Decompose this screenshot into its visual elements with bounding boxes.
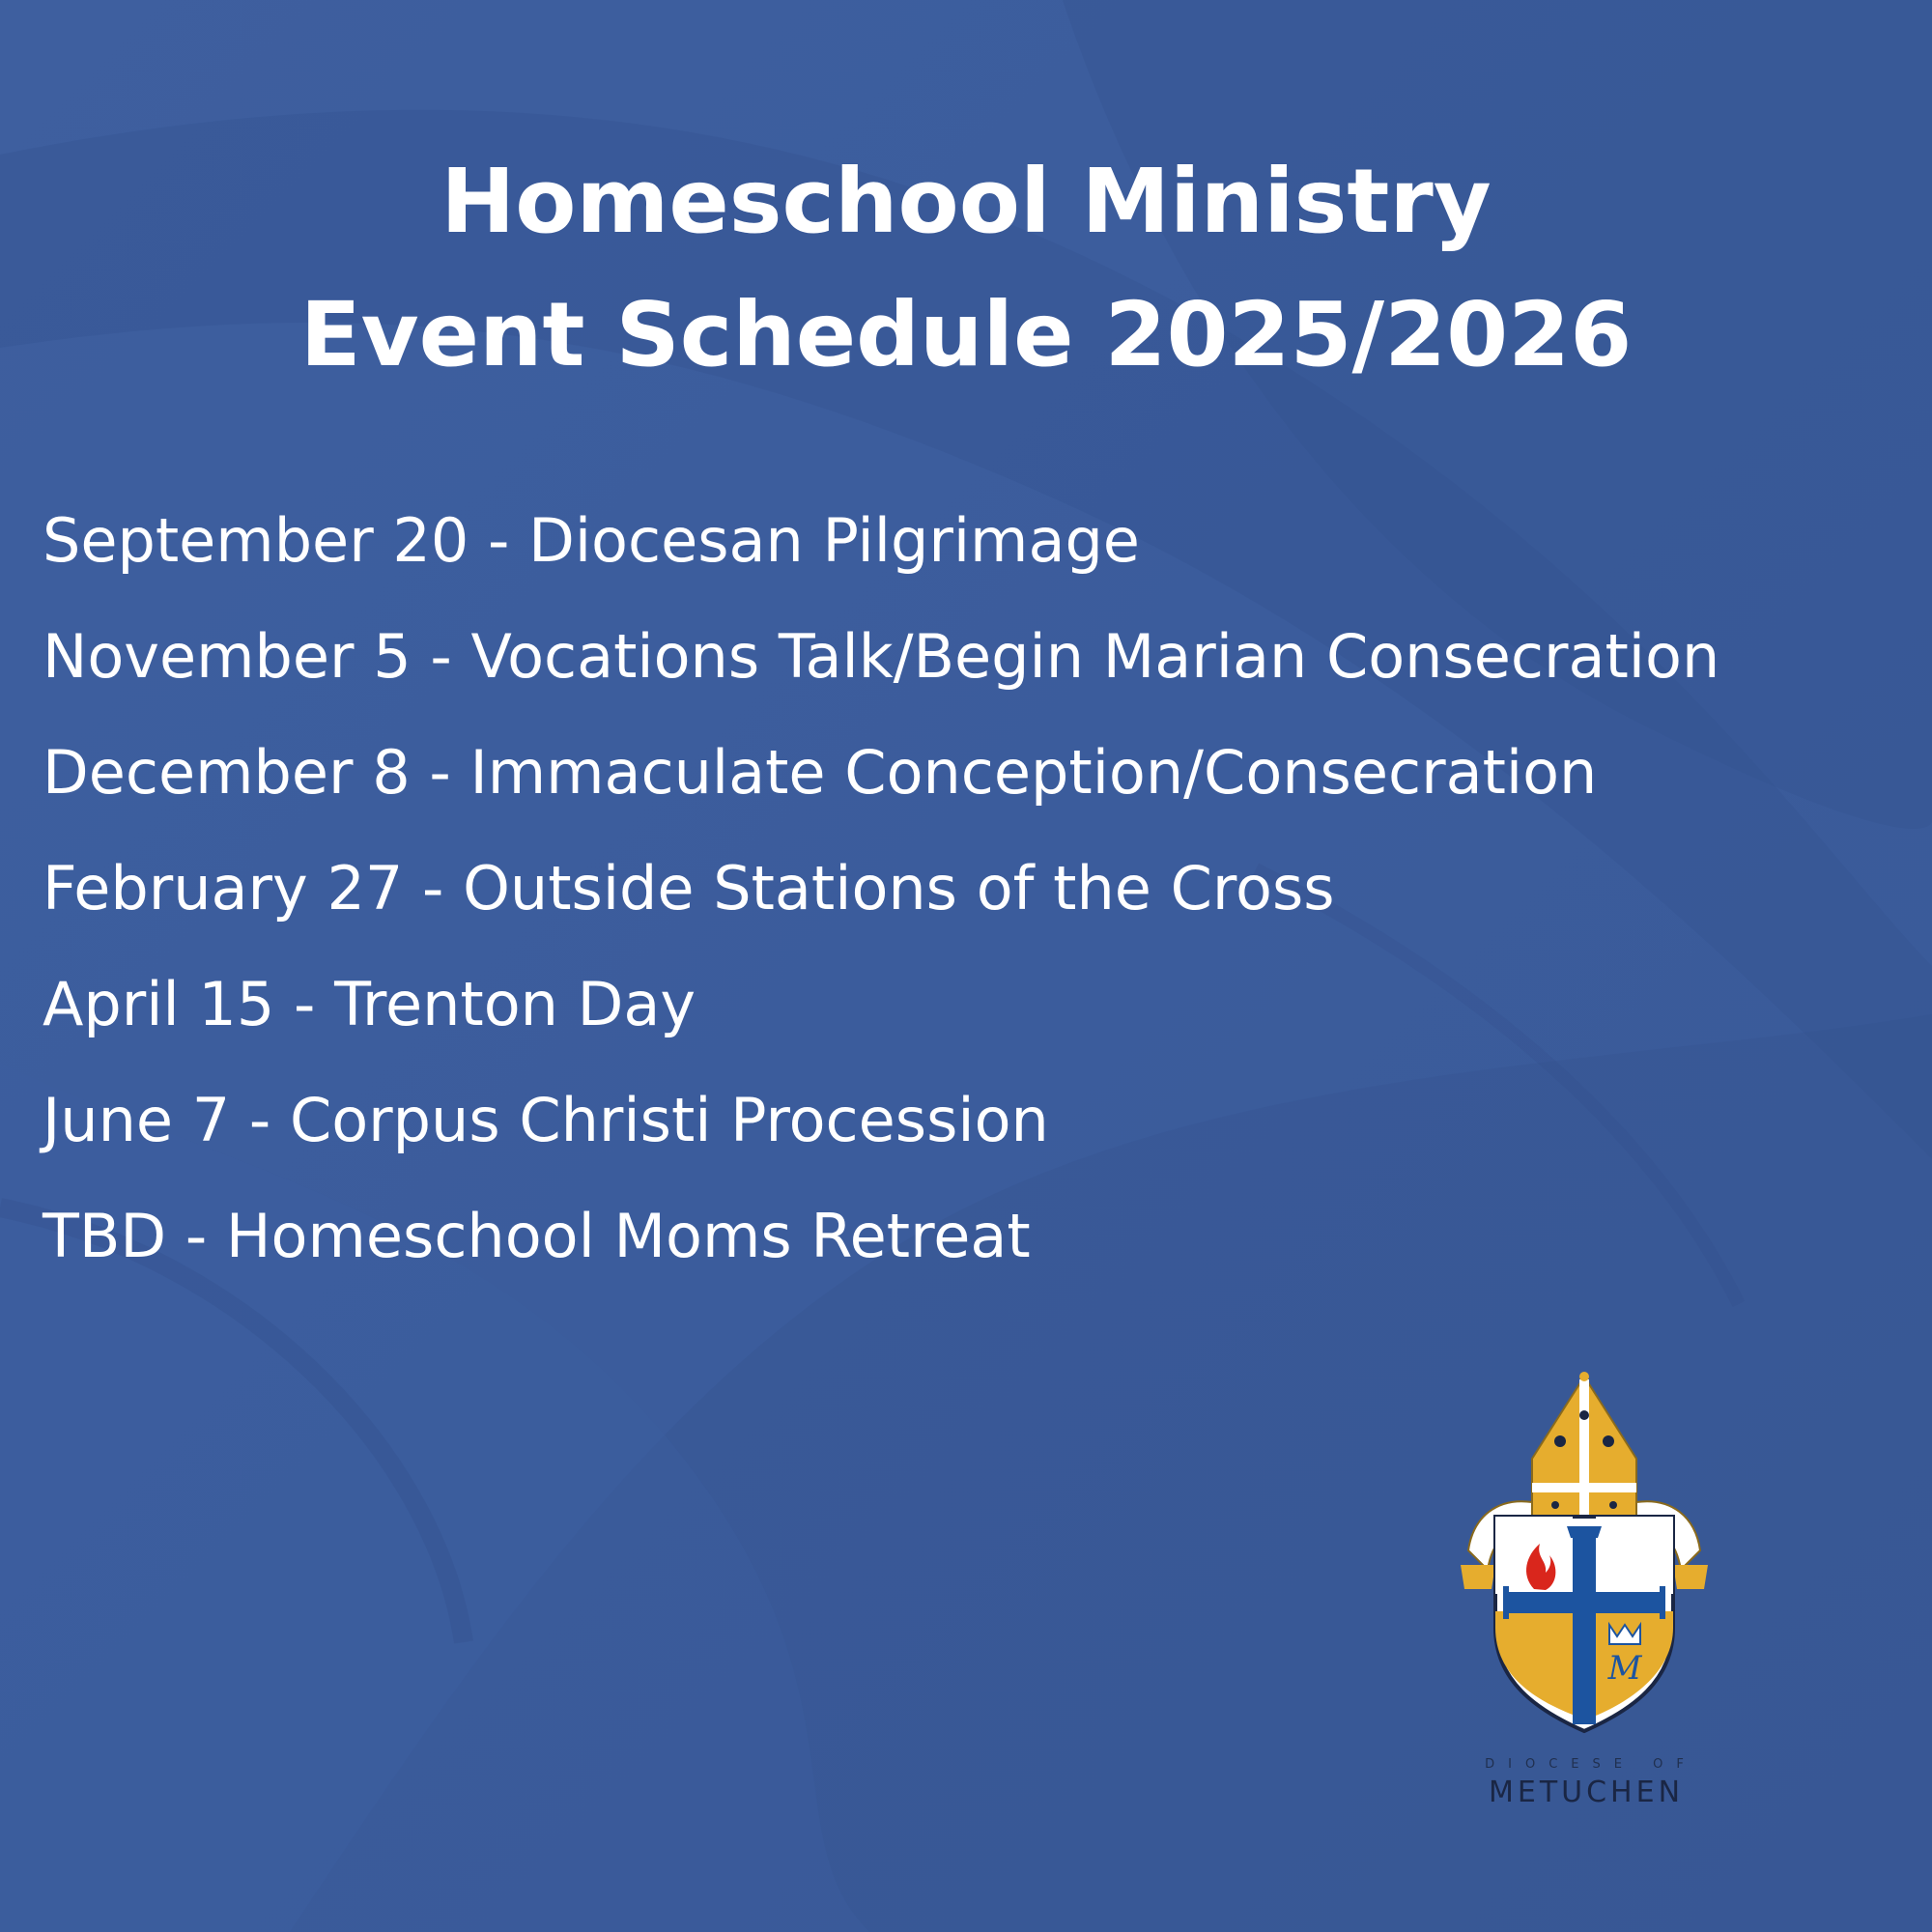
event-item: June 7 - Corpus Christi Procession (43, 1085, 1049, 1155)
svg-text:M: M (1607, 1649, 1642, 1688)
event-list (43, 483, 1907, 1294)
diocese-logo (1439, 1372, 1729, 1816)
title-line-2: Event Schedule 2025/2026 (299, 283, 1633, 386)
coat-of-arms-icon (1439, 1372, 1729, 1739)
logo-title: METUCHEN (1488, 1776, 1685, 1809)
title-line-1: Homeschool Ministry (440, 150, 1492, 253)
event-item: February 27 - Outside Stations of the Cross (43, 853, 1335, 923)
event-item: December 8 - Immaculate Conception/Consecration (43, 737, 1598, 808)
event-item: April 15 - Trenton Day (43, 969, 696, 1039)
page-title (0, 135, 1932, 402)
logo-subtitle: DIOCESE OF (1485, 1757, 1697, 1772)
event-item: November 5 - Vocations Talk/Begin Marian Consecration (43, 621, 1720, 692)
event-item: TBD - Homeschool Moms Retreat (43, 1201, 1031, 1271)
event-item: September 20 - Diocesan Pilgrimage (43, 505, 1140, 576)
